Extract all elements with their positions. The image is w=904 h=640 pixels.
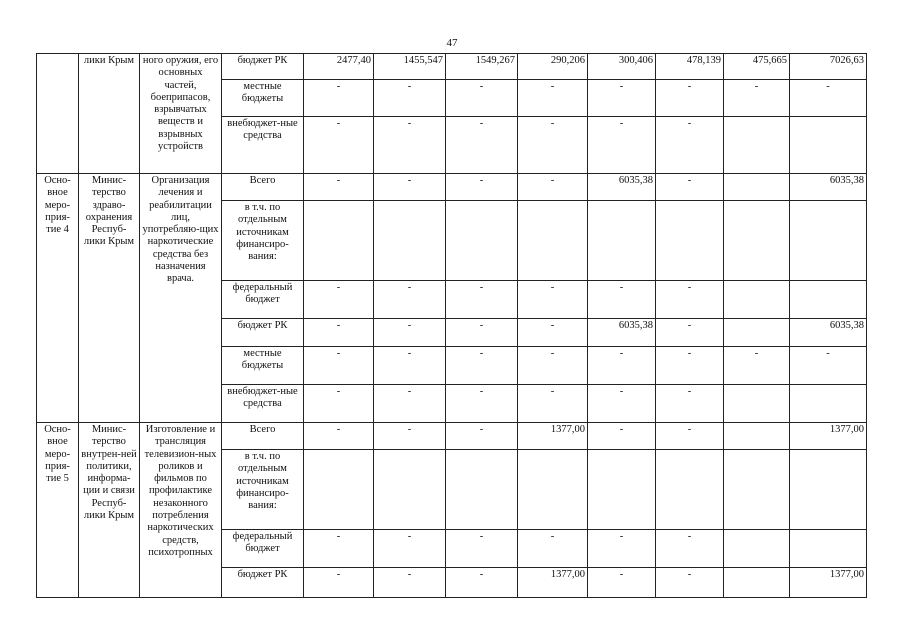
value-cell [446,201,518,281]
value-cell: 6035,38 [790,174,867,201]
value-cell: - [304,347,374,385]
value-cell: - [790,347,867,385]
value-cell: - [588,423,656,450]
group-org: лики Крым [79,54,140,174]
group-description: Изготовление и трансляция телевизион-ных роликов и фильмов по профилактике незаконного потребления наркотических средств, психотропных [140,423,222,598]
value-cell [446,450,518,530]
value-cell [724,281,790,319]
value-cell [724,568,790,598]
value-cell: - [446,423,518,450]
value-cell: - [304,568,374,598]
value-cell: - [374,568,446,598]
funding-source: внебюджет-ные средства [222,117,304,174]
value-cell [374,450,446,530]
value-cell: - [724,347,790,385]
funding-source: бюджет РК [222,568,304,598]
funding-source: местные бюджеты [222,347,304,385]
value-cell: - [446,568,518,598]
value-cell: - [446,281,518,319]
value-cell: 7026,63 [790,54,867,80]
value-cell: - [304,530,374,568]
value-cell: - [374,423,446,450]
value-cell: - [656,117,724,174]
value-cell: 6035,38 [588,319,656,347]
group-description: Организация лечения и реабилитации лиц, употребляю-щих наркотические средства без назначения врача. [140,174,222,423]
group-org: Минис-терство здраво-охранения Респуб-лики Крым [79,174,140,423]
value-cell: - [518,347,588,385]
value-cell [790,201,867,281]
value-cell: - [656,568,724,598]
value-cell [518,201,588,281]
table-row [37,54,867,80]
value-cell: - [518,385,588,423]
value-cell: - [446,80,518,117]
group-name [37,54,79,174]
value-cell [724,450,790,530]
funding-source: бюджет РК [222,319,304,347]
value-cell: - [656,174,724,201]
value-cell: - [790,80,867,117]
value-cell: - [724,80,790,117]
value-cell: - [304,385,374,423]
value-cell [724,423,790,450]
value-cell: - [518,80,588,117]
value-cell [790,530,867,568]
group-description: ного оружия, его основных частей, боеприпасов, взрывчатых веществ и взрывных устройств [140,54,222,174]
value-cell: 1377,00 [790,423,867,450]
value-cell [724,319,790,347]
value-cell: - [656,80,724,117]
value-cell [518,450,588,530]
value-cell: - [374,530,446,568]
value-cell [724,385,790,423]
value-cell: - [304,319,374,347]
value-cell: - [656,319,724,347]
value-cell: - [656,347,724,385]
funding-source: федеральный бюджет [222,281,304,319]
funding-source: Всего [222,174,304,201]
value-cell: 1377,00 [518,423,588,450]
value-cell: 1377,00 [518,568,588,598]
value-cell: - [518,319,588,347]
value-cell: - [374,80,446,117]
value-cell: 6035,38 [588,174,656,201]
value-cell [724,174,790,201]
value-cell: 478,139 [656,54,724,80]
value-cell: - [588,347,656,385]
group-org: Минис-терство внутрен-ней политики, информа-ции и связи Респуб-лики Крым [79,423,140,598]
value-cell: - [374,281,446,319]
value-cell [724,117,790,174]
value-cell: 1549,267 [446,54,518,80]
value-cell: 290,206 [518,54,588,80]
value-cell: - [588,530,656,568]
value-cell: - [374,347,446,385]
funding-source: Всего [222,423,304,450]
value-cell: - [446,347,518,385]
value-cell [724,530,790,568]
value-cell [790,385,867,423]
value-cell: - [446,530,518,568]
value-cell: - [304,117,374,174]
value-cell [656,450,724,530]
value-cell [790,450,867,530]
value-cell: - [518,530,588,568]
value-cell: 300,406 [588,54,656,80]
value-cell: 6035,38 [790,319,867,347]
value-cell: - [588,117,656,174]
table-row [37,174,867,201]
value-cell: - [304,174,374,201]
value-cell [304,450,374,530]
financing-table [36,53,867,598]
value-cell: - [656,423,724,450]
value-cell [304,201,374,281]
value-cell [588,450,656,530]
value-cell: 475,665 [724,54,790,80]
value-cell: - [518,117,588,174]
value-cell: 1377,00 [790,568,867,598]
value-cell: - [446,319,518,347]
funding-source: в т.ч. по отдельным источникам финансиро-вания: [222,450,304,530]
value-cell: - [656,385,724,423]
value-cell: - [656,530,724,568]
funding-source: бюджет РК [222,54,304,80]
value-cell: - [304,80,374,117]
value-cell: 1455,547 [374,54,446,80]
funding-source: в т.ч. по отдельным источникам финансиро-вания: [222,201,304,281]
value-cell: - [656,281,724,319]
value-cell: - [588,568,656,598]
value-cell [790,281,867,319]
value-cell [374,201,446,281]
value-cell: - [374,117,446,174]
funding-source: местные бюджеты [222,80,304,117]
value-cell: - [446,174,518,201]
value-cell: - [374,174,446,201]
group-name: Осно-вное меро-прия-тие 5 [37,423,79,598]
page-number: 47 [446,37,458,49]
value-cell [724,201,790,281]
value-cell: - [446,385,518,423]
value-cell: - [446,117,518,174]
value-cell: - [518,281,588,319]
value-cell: 2477,40 [304,54,374,80]
value-cell: - [374,319,446,347]
value-cell [656,201,724,281]
value-cell: - [588,385,656,423]
value-cell: - [374,385,446,423]
value-cell: - [304,281,374,319]
value-cell: - [588,281,656,319]
funding-source: внебюджет-ные средства [222,385,304,423]
value-cell [790,117,867,174]
value-cell: - [518,174,588,201]
value-cell [588,201,656,281]
value-cell: - [304,423,374,450]
funding-source: федеральный бюджет [222,530,304,568]
value-cell: - [588,80,656,117]
table-row [37,423,867,450]
group-name: Осно-вное меро-прия-тие 4 [37,174,79,423]
